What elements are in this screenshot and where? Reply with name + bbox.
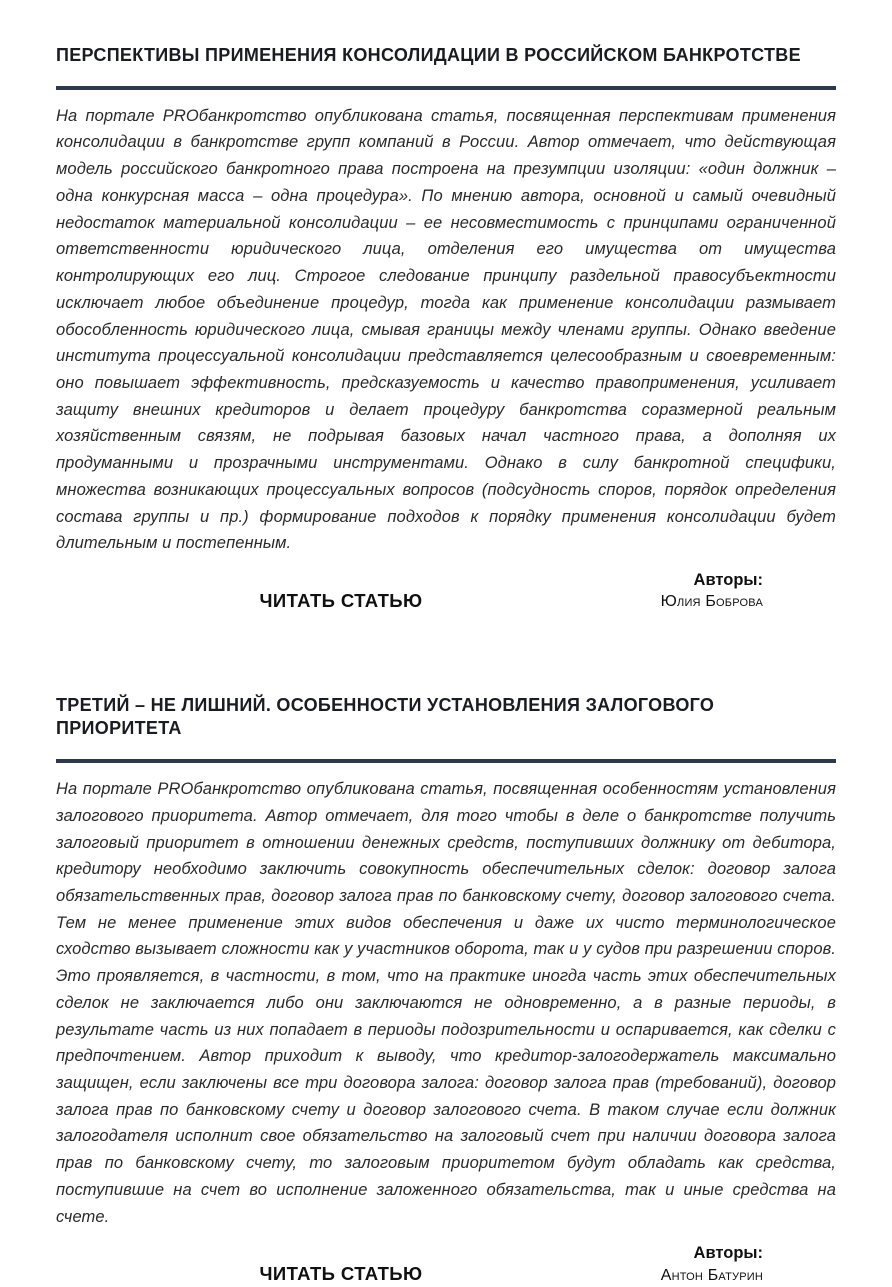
article-summary: На портале PROбанкротство опубликована статья, посвященная особенностям установления залогового приоритета. Автор отмечает, для того чтобы в деле о банкротстве получить залоговый приоритет в отношении денежных средств, поступивших должнику от дебитора, кредитору необходимо заключить совокупность обеспечительных сделок: договор залога обязательственных прав, договор залога прав по банковскому счету, договор залогового счета. Тем не менее применение этих видов обеспечения и даже их чисто терминологическое сходство вызывает сложности как у участников оборота, так и у судов при разрешении споров. Это проявляется, в частности, в том, что на практике иногда часть этих обеспечительных сделок не заключается либо они заключаются не одновременно, а в разные периоды, в результате часть из них попадает в периоды подозрительности и оспаривается, как сделки с предпочтением. Автор приходит к выводу, что кредитор-залогодержатель максимально защищен, если заключены все три договора залога: договор залога прав (требований), договор залога прав по банковскому счету и договор залогового счета. В таком случае если должник залогодателя исполнит свое обязательство на залоговый счет при наличии договора залога прав по банковскому счету, то залоговым приоритетом будут обладать как средства, поступившие на счет во исполнение заложенного обязательства, так и иные средства на счете.	[56, 780, 836, 1226]
author-name: Антон Батурин	[660, 1266, 763, 1284]
title-divider	[56, 86, 836, 90]
read-article-link[interactable]: ЧИТАТЬ СТАТЬЮ	[259, 589, 423, 611]
authors-block	[626, 1242, 836, 1287]
read-link-area	[56, 569, 626, 612]
author-name: Юлия Боброва	[660, 593, 763, 611]
authors-label: Авторы:	[693, 1244, 763, 1263]
article-title: ПЕРСПЕКТИВЫ ПРИМЕНЕНИЯ КОНСОЛИДАЦИИ В РОССИЙСКОМ БАНКРОТСТВЕ	[56, 45, 801, 65]
article-summary: На портале PROбанкротство опубликована статья, посвященная перспективам применения консолидации в банкротстве групп компаний в России. Автор отмечает, что действующая модель российского банкротного права построена на презумпции изоляции: «один должник – одна конкурсная масса – одна процедура». По мнению автора, основной и самый очевидный недостаток материальной консолидации – ее несовместимость с принципами ограниченной ответственности юридического лица, отделения его имущества от имущества контролирующих его лиц. Строгое следование принципу раздельной правосубъектности исключает любое объединение процедур, тогда как применение консолидации размывает обособленность юридического лица, смывая границы между членами группы. Однако введение института процессуальной консолидации представляется целесообразным и своевременным: оно повышает эффективность, предсказуемость и качество правоприменения, усиливает защиту внешних кредиторов и делает процедуру банкротства соразмерной реальным хозяйственным связям, не подрывая базовых начал частного права, а дополняя их продуманными и прозрачными инструментами. Однако в силу банкротной специфики, множества возникающих процессуальных вопросов (подсудность споров, порядок определения состава группы и пр.) формирование подходов к порядку применения консолидации будет длительным и постепенным.	[56, 106, 836, 553]
article-footer	[56, 1242, 836, 1287]
title-divider	[56, 759, 836, 763]
authors-label: Авторы:	[693, 570, 763, 589]
article-title: ТРЕТИЙ – НЕ ЛИШНИЙ. ОСОБЕННОСТИ УСТАНОВЛЕНИЯ ЗАЛОГОВОГО ПРИОРИТЕТА	[56, 694, 715, 739]
authors-block	[626, 569, 836, 614]
read-article-link[interactable]: ЧИТАТЬ СТАТЬЮ	[259, 1263, 423, 1285]
article-footer	[56, 569, 836, 614]
read-link-area	[56, 1242, 626, 1285]
article-section-pledge-priority	[56, 694, 836, 1287]
article-section-consolidation	[56, 44, 836, 614]
